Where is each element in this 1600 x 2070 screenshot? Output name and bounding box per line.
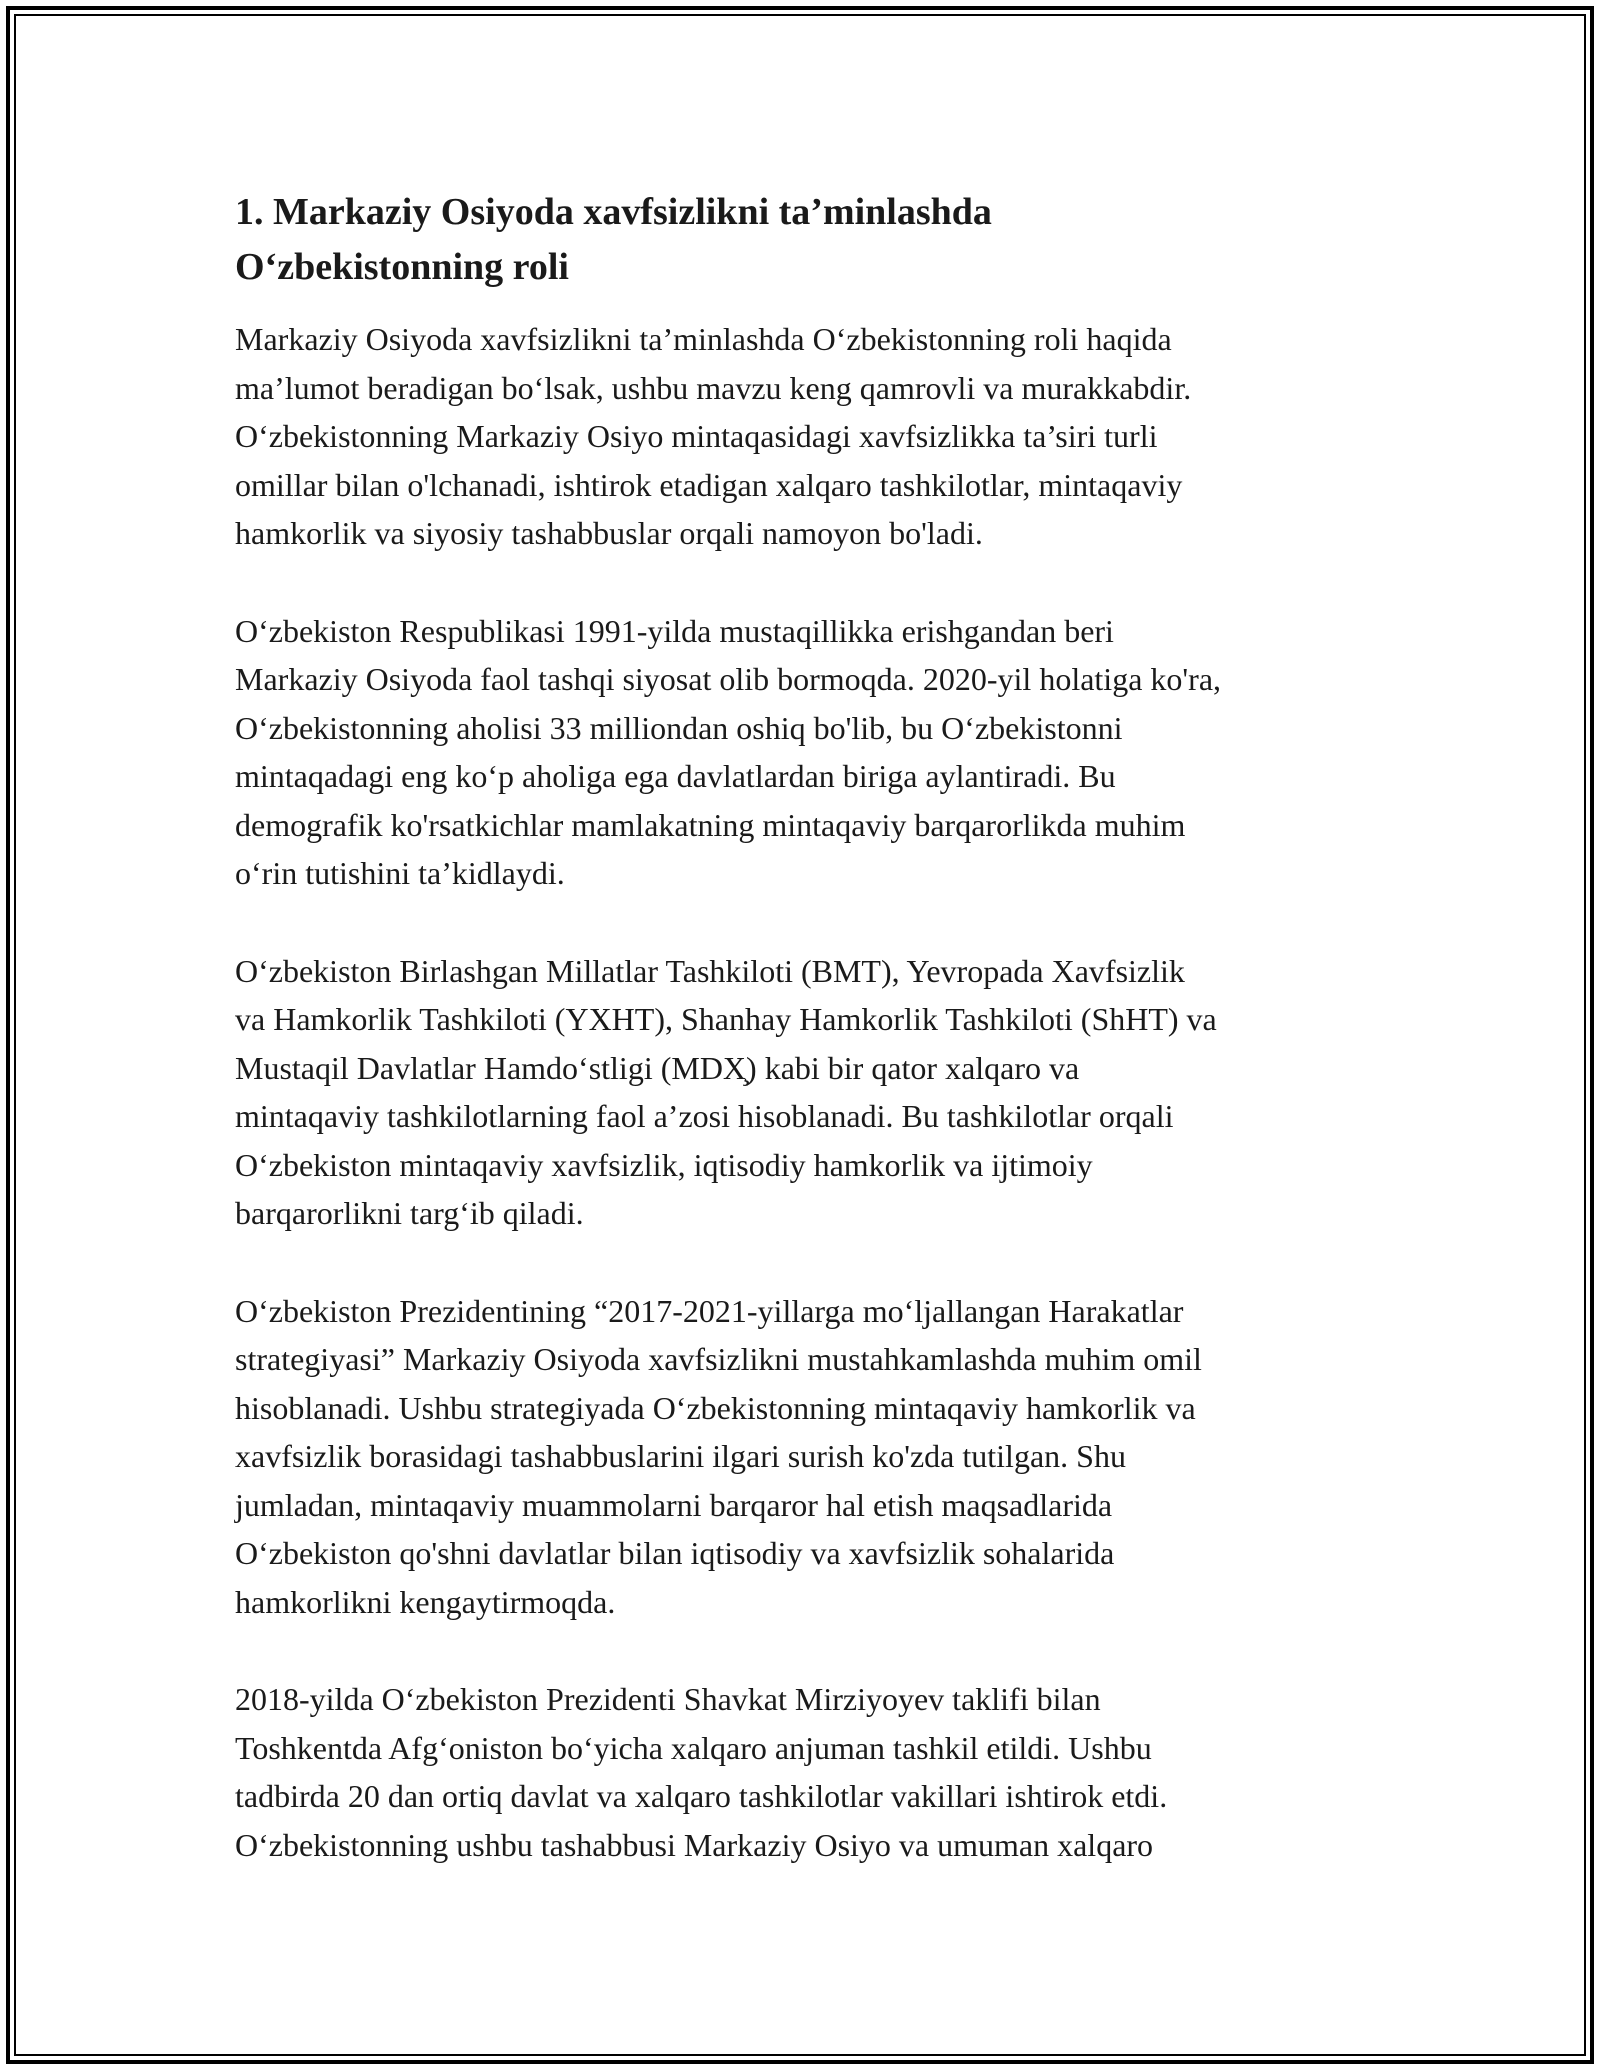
paragraph-5: 2018-yilda O‘zbekiston Prezidenti Shavkat Mirziyoyev taklifi bilan Toshkentda Afg‘oniston bo‘yicha xalqaro anjuman tashkil etildi. Ushbu tadbirda 20 dan ortiq davlat va xalqaro tashkilotlar vakillari ishtirok etdi. O‘zbekistonning ushbu tashabbusi Markaziy Osiyo va umuman xalqaro	[235, 1681, 1168, 1863]
document-body	[235, 185, 1385, 1869]
paragraph-1: Markaziy Osiyoda xavfsizlikni ta’minlashda O‘zbekistonning roli haqida ma’lumot beradigan bo‘lsak, ushbu mavzu keng qamrovli va murakkabdir. O‘zbekistonning Markaziy Osiyo mintaqasidagi xavfsizlikka ta’siri turli omillar bilan o'lchanadi, ishtirok etadigan xalqaro tashkilotlar, mintaqaviy hamkorlik va siyosiy tashabbuslar orqali namoyon bo'ladi.	[235, 321, 1192, 551]
paragraph-3: O‘zbekiston Birlashgan Millatlar Tashkiloti (BMT), Yevropada Xavfsizlik va Hamkorlik Tashkiloti (YXHT), Shanhay Hamkorlik Tashkiloti (ShHT) va Mustaqil Davlatlar Hamdo‘stligi (MDX̧) kabi bir qator xalqaro va mintaqaviy tashkilotlarning faol a’zosi hisoblanadi. Bu tashkilotlar orqali O‘zbekiston mintaqaviy xavfsizlik, iqtisodiy hamkorlik va ijtimoiy barqarorlikni targ‘ib qiladi.	[235, 952, 1217, 1231]
paragraph-4: O‘zbekiston Prezidentining “2017-2021-yillarga mo‘ljallangan Harakatlar strategiyasi” Markaziy Osiyoda xavfsizlikni mustahkamlashda muhim omil hisoblanadi. Ushbu strategiyada O‘zbekistonning mintaqaviy hamkorlik va xavfsizlik borasidagi tashabbuslarini ilgari surish ko'zda tutilgan. Shu jumladan, mintaqaviy muammolarni barqaror hal etish maqsadlarida O‘zbekiston qo'shni davlatlar bilan iqtisodiy va xavfsizlik sohalarida hamkorlikni kengaytirmoqda.	[235, 1292, 1202, 1620]
section-heading: 1. Markaziy Osiyoda xavfsizlikni ta’minlashda O‘zbekistonning roli	[235, 191, 992, 288]
paragraph-2: O‘zbekiston Respublikasi 1991-yilda mustaqillikka erishgandan beri Markaziy Osiyoda faol tashqi siyosat olib bormoqda. 2020-yil holatiga ko'ra, O‘zbekistonning aholisi 33 milliondan oshiq bo'lib, bu O‘zbekistonni mintaqadagi eng ko‘p aholiga ega davlatlardan biriga aylantiradi. Bu demografik ko'rsatkichlar mamlakatning mintaqaviy barqarorlikda muhim o‘rin tutishini ta’kidlaydi.	[235, 612, 1222, 891]
